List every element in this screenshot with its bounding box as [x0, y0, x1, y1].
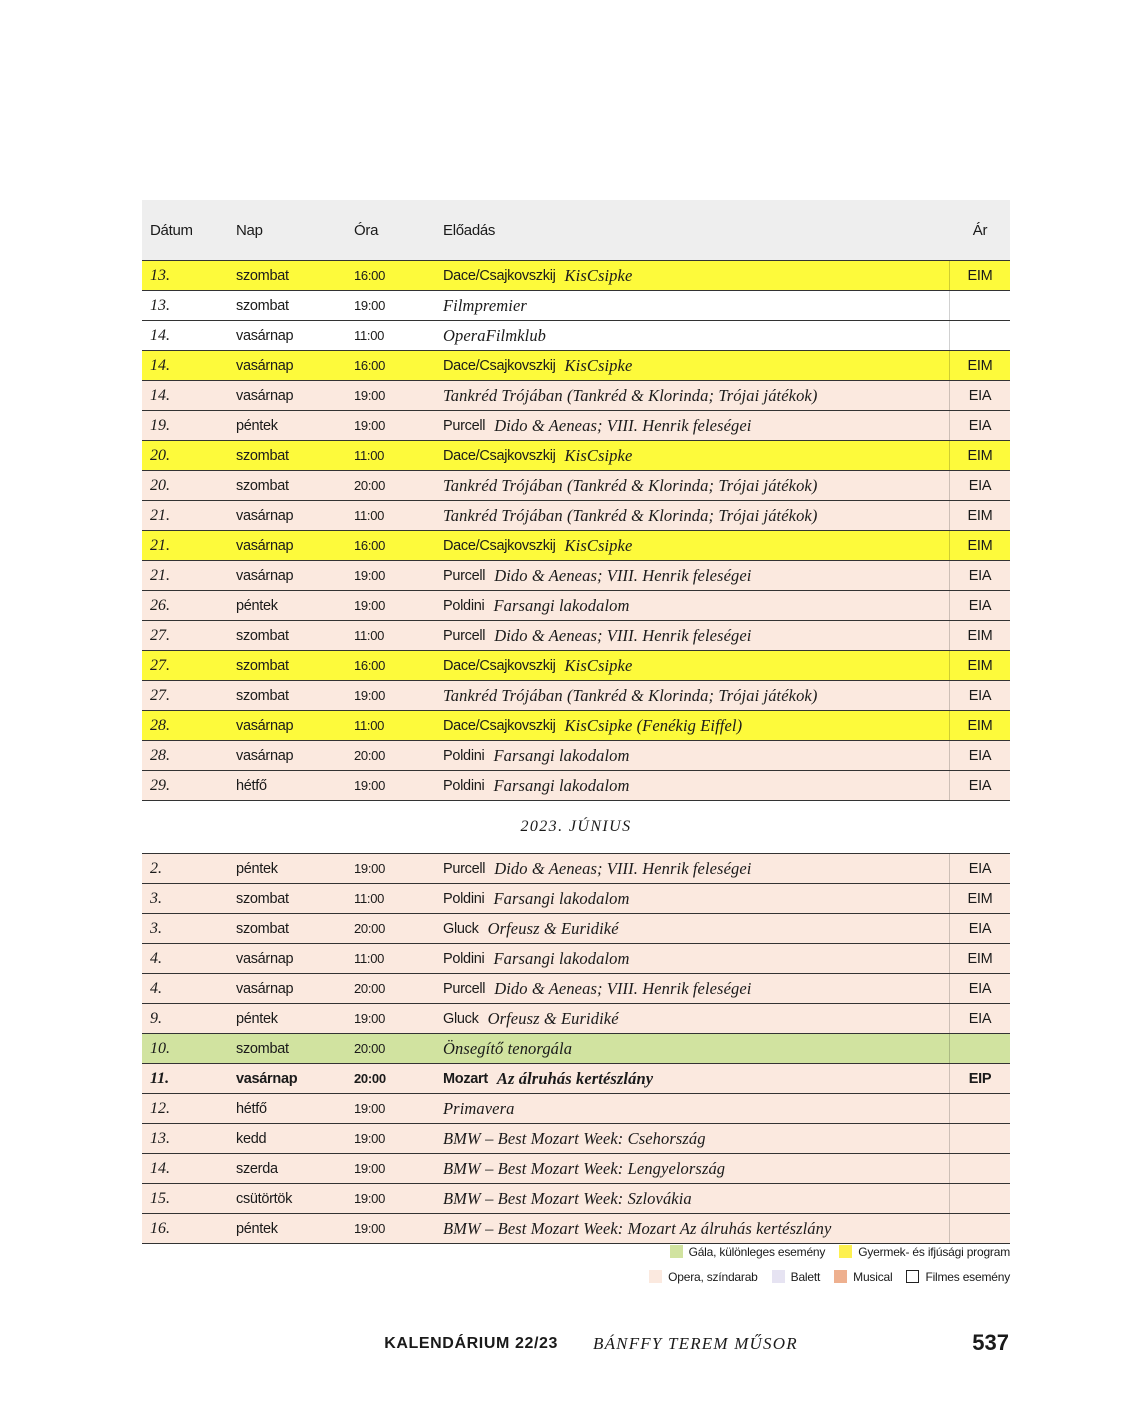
row-composer: Purcell	[443, 567, 486, 584]
row-price: EIM	[967, 950, 993, 967]
row-title: Tankréd Trójában (Tankréd & Klorinda; Trójai játékok)	[443, 685, 818, 705]
legend-swatch	[834, 1270, 847, 1283]
row-time: 20:00	[354, 1071, 386, 1086]
row-performance	[437, 651, 950, 680]
row-performance	[437, 561, 950, 590]
row-date: 2.	[150, 859, 162, 877]
row-date: 14.	[150, 1159, 170, 1177]
row-time: 19:00	[354, 688, 386, 703]
row-title: Dido & Aeneas; VIII. Henrik feleségei	[494, 415, 752, 435]
row-performance	[437, 741, 950, 770]
table-row	[142, 711, 1010, 741]
june-rows	[142, 854, 1010, 1244]
row-time: 11:00	[354, 448, 385, 463]
row-performance	[437, 711, 950, 740]
row-time: 19:00	[354, 1161, 386, 1176]
row-composer: Poldini	[443, 950, 485, 967]
row-title: Farsangi lakodalom	[493, 775, 630, 795]
row-title: BMW – Best Mozart Week: Csehország	[443, 1128, 706, 1148]
row-time: 19:00	[354, 598, 386, 613]
row-title: Orfeusz & Euridiké	[487, 918, 619, 938]
row-time: 11:00	[354, 328, 385, 343]
row-day: péntek	[236, 1010, 278, 1027]
legend-item	[906, 1270, 1010, 1284]
table-row	[142, 531, 1010, 561]
legend-label: Gála, különleges esemény	[688, 1244, 826, 1259]
row-day: szombat	[236, 920, 289, 937]
legend-row	[635, 1269, 1010, 1284]
legend-label: Musical	[853, 1269, 893, 1284]
row-performance	[437, 531, 950, 560]
legend-item	[839, 1245, 1010, 1259]
row-title: Primavera	[443, 1098, 515, 1118]
row-time: 16:00	[354, 268, 386, 283]
table-row	[142, 1034, 1010, 1064]
row-day: szerda	[236, 1160, 278, 1177]
row-performance	[437, 771, 950, 800]
row-time: 16:00	[354, 358, 386, 373]
table-row	[142, 681, 1010, 711]
table-row	[142, 944, 1010, 974]
row-day: szombat	[236, 477, 289, 494]
row-performance	[437, 411, 950, 440]
row-performance	[437, 884, 950, 913]
row-time: 19:00	[354, 1191, 386, 1206]
row-price: EIA	[968, 477, 992, 494]
legend-label: Opera, színdarab	[668, 1269, 758, 1284]
row-title: Dido & Aeneas; VIII. Henrik feleségei	[494, 565, 752, 585]
page-footer	[0, 1330, 1123, 1362]
row-title: KisCsipke	[564, 355, 633, 375]
row-time: 19:00	[354, 1011, 386, 1026]
legend-swatch	[772, 1270, 785, 1283]
row-composer: Dace/Csajkovszkij	[443, 537, 556, 554]
row-performance	[437, 321, 950, 350]
table-row	[142, 621, 1010, 651]
row-date: 27.	[150, 626, 170, 644]
row-title: Farsangi lakodalom	[493, 745, 630, 765]
row-title: OperaFilmklub	[443, 325, 547, 345]
row-composer: Dace/Csajkovszkij	[443, 357, 556, 374]
row-time: 19:00	[354, 418, 386, 433]
row-price: EIA	[968, 597, 992, 614]
row-performance	[437, 501, 950, 530]
row-date: 21.	[150, 566, 170, 584]
month-heading: 2023. JÚNIUS	[142, 801, 1010, 854]
table-row	[142, 1094, 1010, 1124]
color-legend	[635, 1244, 1010, 1294]
row-performance	[437, 261, 950, 290]
row-day: vasárnap	[236, 717, 294, 734]
row-date: 12.	[150, 1099, 170, 1117]
legend-swatch	[649, 1270, 662, 1283]
row-time: 19:00	[354, 568, 386, 583]
row-day: szombat	[236, 687, 289, 704]
header-performance: Előadás	[443, 221, 496, 239]
row-price: EIA	[968, 387, 992, 404]
table-row	[142, 651, 1010, 681]
row-time: 20:00	[354, 478, 386, 493]
table-row	[142, 1214, 1010, 1244]
schedule-table	[142, 200, 1010, 1244]
table-row	[142, 1004, 1010, 1034]
row-composer: Dace/Csajkovszkij	[443, 717, 556, 734]
row-price: EIM	[967, 627, 993, 644]
row-time: 11:00	[354, 718, 385, 733]
row-title: KisCsipke	[564, 535, 633, 555]
row-day: szombat	[236, 627, 289, 644]
row-performance	[437, 291, 950, 320]
row-composer: Poldini	[443, 890, 485, 907]
legend-item	[772, 1270, 821, 1284]
row-title: Farsangi lakodalom	[493, 888, 630, 908]
row-price: EIM	[967, 267, 993, 284]
legend-label: Gyermek- és ifjúsági program	[858, 1244, 1010, 1259]
row-price: EIA	[968, 747, 992, 764]
header-time: Óra	[354, 221, 379, 239]
row-day: péntek	[236, 597, 278, 614]
row-composer: Purcell	[443, 417, 486, 434]
row-composer: Purcell	[443, 980, 486, 997]
table-row	[142, 501, 1010, 531]
row-day: vasárnap	[236, 537, 294, 554]
table-row	[142, 914, 1010, 944]
row-date: 20.	[150, 446, 170, 464]
row-title: Az álruhás kertészlány	[496, 1068, 654, 1088]
row-date: 9.	[150, 1009, 162, 1027]
table-row	[142, 381, 1010, 411]
row-performance	[437, 1064, 950, 1093]
row-performance	[437, 351, 950, 380]
row-title: Orfeusz & Euridiké	[487, 1008, 619, 1028]
row-day: péntek	[236, 417, 278, 434]
row-time: 20:00	[354, 1041, 386, 1056]
table-row	[142, 321, 1010, 351]
row-date: 16.	[150, 1219, 170, 1237]
row-title: Dido & Aeneas; VIII. Henrik feleségei	[494, 625, 752, 645]
table-row	[142, 591, 1010, 621]
table-row	[142, 291, 1010, 321]
row-composer: Poldini	[443, 597, 485, 614]
row-composer: Poldini	[443, 777, 485, 794]
row-date: 4.	[150, 949, 162, 967]
row-day: szombat	[236, 267, 289, 284]
row-price: EIM	[967, 447, 993, 464]
row-performance	[437, 1034, 950, 1063]
row-date: 26.	[150, 596, 170, 614]
row-date: 13.	[150, 266, 170, 284]
row-day: vasárnap	[236, 567, 294, 584]
table-row	[142, 261, 1010, 291]
table-row	[142, 1184, 1010, 1214]
table-row	[142, 411, 1010, 441]
row-date: 20.	[150, 476, 170, 494]
row-date: 15.	[150, 1189, 170, 1207]
row-day: szombat	[236, 297, 289, 314]
table-header	[142, 200, 1010, 261]
row-day: vasárnap	[236, 980, 294, 997]
table-row	[142, 1064, 1010, 1094]
row-date: 3.	[150, 919, 162, 937]
table-row	[142, 561, 1010, 591]
table-row	[142, 771, 1010, 801]
table-row	[142, 854, 1010, 884]
row-title: BMW – Best Mozart Week: Lengyelország	[443, 1158, 726, 1178]
row-price: EIA	[968, 777, 992, 794]
table-row	[142, 1154, 1010, 1184]
may-rows	[142, 261, 1010, 801]
row-price: EIA	[968, 687, 992, 704]
legend-swatch	[670, 1245, 683, 1258]
row-date: 13.	[150, 1129, 170, 1147]
row-composer: Dace/Csajkovszkij	[443, 447, 556, 464]
row-performance	[437, 944, 950, 973]
legend-row	[635, 1244, 1010, 1259]
row-date: 10.	[150, 1039, 170, 1057]
row-time: 11:00	[354, 951, 385, 966]
row-day: vasárnap	[236, 327, 294, 344]
row-date: 14.	[150, 386, 170, 404]
row-performance	[437, 1124, 950, 1153]
row-time: 11:00	[354, 628, 385, 643]
row-day: vasárnap	[236, 507, 294, 524]
row-performance	[437, 1004, 950, 1033]
row-date: 21.	[150, 506, 170, 524]
row-time: 19:00	[354, 388, 386, 403]
row-title: Tankréd Trójában (Tankréd & Klorinda; Trójai játékok)	[443, 385, 818, 405]
row-date: 19.	[150, 416, 170, 434]
row-date: 28.	[150, 716, 170, 734]
row-title: Farsangi lakodalom	[493, 948, 630, 968]
row-composer: Purcell	[443, 860, 486, 877]
row-composer: Dace/Csajkovszkij	[443, 657, 556, 674]
row-price: EIP	[968, 1070, 992, 1087]
row-title: BMW – Best Mozart Week: Szlovákia	[443, 1188, 692, 1208]
row-price: EIM	[967, 657, 993, 674]
table-row	[142, 974, 1010, 1004]
row-date: 29.	[150, 776, 170, 794]
row-price: EIA	[968, 980, 992, 997]
row-date: 11.	[150, 1069, 170, 1087]
row-price: EIA	[968, 1010, 992, 1027]
row-price: EIA	[968, 417, 992, 434]
row-title: KisCsipke (Fenékig Eiffel)	[564, 715, 743, 735]
row-time: 20:00	[354, 748, 386, 763]
row-price: EIM	[967, 537, 993, 554]
row-performance	[437, 621, 950, 650]
row-performance	[437, 974, 950, 1003]
row-date: 13.	[150, 296, 170, 314]
row-title: Önsegítő tenorgála	[443, 1038, 573, 1058]
row-day: hétfő	[236, 777, 267, 794]
header-price: Ár	[972, 221, 988, 239]
row-time: 16:00	[354, 538, 386, 553]
row-performance	[437, 681, 950, 710]
row-day: szombat	[236, 890, 289, 907]
row-performance	[437, 1154, 950, 1183]
row-performance	[437, 1094, 950, 1123]
row-title: Filmpremier	[443, 295, 527, 315]
row-performance	[437, 381, 950, 410]
row-price: EIM	[967, 717, 993, 734]
legend-item	[670, 1245, 826, 1259]
row-time: 20:00	[354, 921, 386, 936]
row-day: hétfő	[236, 1100, 267, 1117]
row-performance	[437, 441, 950, 470]
row-day: vasárnap	[236, 1070, 298, 1087]
row-date: 27.	[150, 656, 170, 674]
row-performance	[437, 914, 950, 943]
row-composer: Mozart	[443, 1070, 488, 1087]
row-time: 16:00	[354, 658, 386, 673]
row-day: vasárnap	[236, 387, 294, 404]
row-day: szombat	[236, 447, 289, 464]
row-composer: Gluck	[443, 920, 479, 937]
table-row	[142, 471, 1010, 501]
row-price: EIM	[967, 357, 993, 374]
legend-item	[834, 1270, 892, 1284]
row-price: EIM	[967, 507, 993, 524]
row-time: 19:00	[354, 1221, 386, 1236]
legend-label: Balett	[790, 1269, 821, 1284]
row-date: 21.	[150, 536, 170, 554]
row-title: Tankréd Trójában (Tankréd & Klorinda; Trójai játékok)	[443, 505, 818, 525]
table-row	[142, 351, 1010, 381]
row-day: szombat	[236, 657, 289, 674]
row-date: 28.	[150, 746, 170, 764]
row-day: kedd	[236, 1130, 267, 1147]
legend-swatch	[906, 1270, 919, 1283]
row-date: 27.	[150, 686, 170, 704]
row-time: 20:00	[354, 981, 386, 996]
row-price: EIA	[968, 860, 992, 877]
row-price: EIM	[967, 890, 993, 907]
legend-item	[649, 1270, 758, 1284]
row-price: EIA	[968, 567, 992, 584]
header-day: Nap	[236, 221, 263, 239]
row-date: 14.	[150, 356, 170, 374]
row-day: vasárnap	[236, 950, 294, 967]
row-performance	[437, 591, 950, 620]
row-day: vasárnap	[236, 357, 294, 374]
row-title: Farsangi lakodalom	[493, 595, 630, 615]
row-composer: Dace/Csajkovszkij	[443, 267, 556, 284]
row-day: csütörtök	[236, 1190, 293, 1207]
row-day: péntek	[236, 1220, 278, 1237]
row-time: 11:00	[354, 891, 385, 906]
row-title: Dido & Aeneas; VIII. Henrik feleségei	[494, 858, 752, 878]
row-date: 14.	[150, 326, 170, 344]
row-title: KisCsipke	[564, 655, 633, 675]
row-title: KisCsipke	[564, 445, 633, 465]
row-time: 19:00	[354, 861, 386, 876]
row-title: Dido & Aeneas; VIII. Henrik feleségei	[494, 978, 752, 998]
row-date: 4.	[150, 979, 162, 997]
row-performance	[437, 1214, 950, 1243]
row-performance	[437, 1184, 950, 1213]
row-composer: Purcell	[443, 627, 486, 644]
table-row	[142, 441, 1010, 471]
row-performance	[437, 471, 950, 500]
row-time: 19:00	[354, 298, 386, 313]
row-time: 19:00	[354, 1131, 386, 1146]
footer-calendar: KALENDÁRIUM 22/23	[384, 1335, 558, 1352]
row-title: Tankréd Trójában (Tankréd & Klorinda; Trójai játékok)	[443, 475, 818, 495]
row-time: 19:00	[354, 1101, 386, 1116]
header-date: Dátum	[150, 221, 193, 239]
row-performance	[437, 854, 950, 883]
row-time: 19:00	[354, 778, 386, 793]
row-composer: Gluck	[443, 1010, 479, 1027]
row-composer: Poldini	[443, 747, 485, 764]
legend-swatch	[839, 1245, 852, 1258]
row-time: 11:00	[354, 508, 385, 523]
row-day: péntek	[236, 860, 278, 877]
table-row	[142, 1124, 1010, 1154]
row-day: vasárnap	[236, 747, 294, 764]
legend-label: Filmes esemény	[925, 1269, 1010, 1284]
page-number: 537	[972, 1330, 1009, 1355]
row-title: BMW – Best Mozart Week: Mozart Az álruhás kertészlány	[443, 1218, 832, 1238]
row-day: szombat	[236, 1040, 289, 1057]
row-title: KisCsipke	[564, 265, 633, 285]
table-row	[142, 741, 1010, 771]
row-price: EIA	[968, 920, 992, 937]
footer-section: BÁNFFY TEREM MŰSOR	[593, 1334, 798, 1353]
row-date: 3.	[150, 889, 162, 907]
table-row	[142, 884, 1010, 914]
